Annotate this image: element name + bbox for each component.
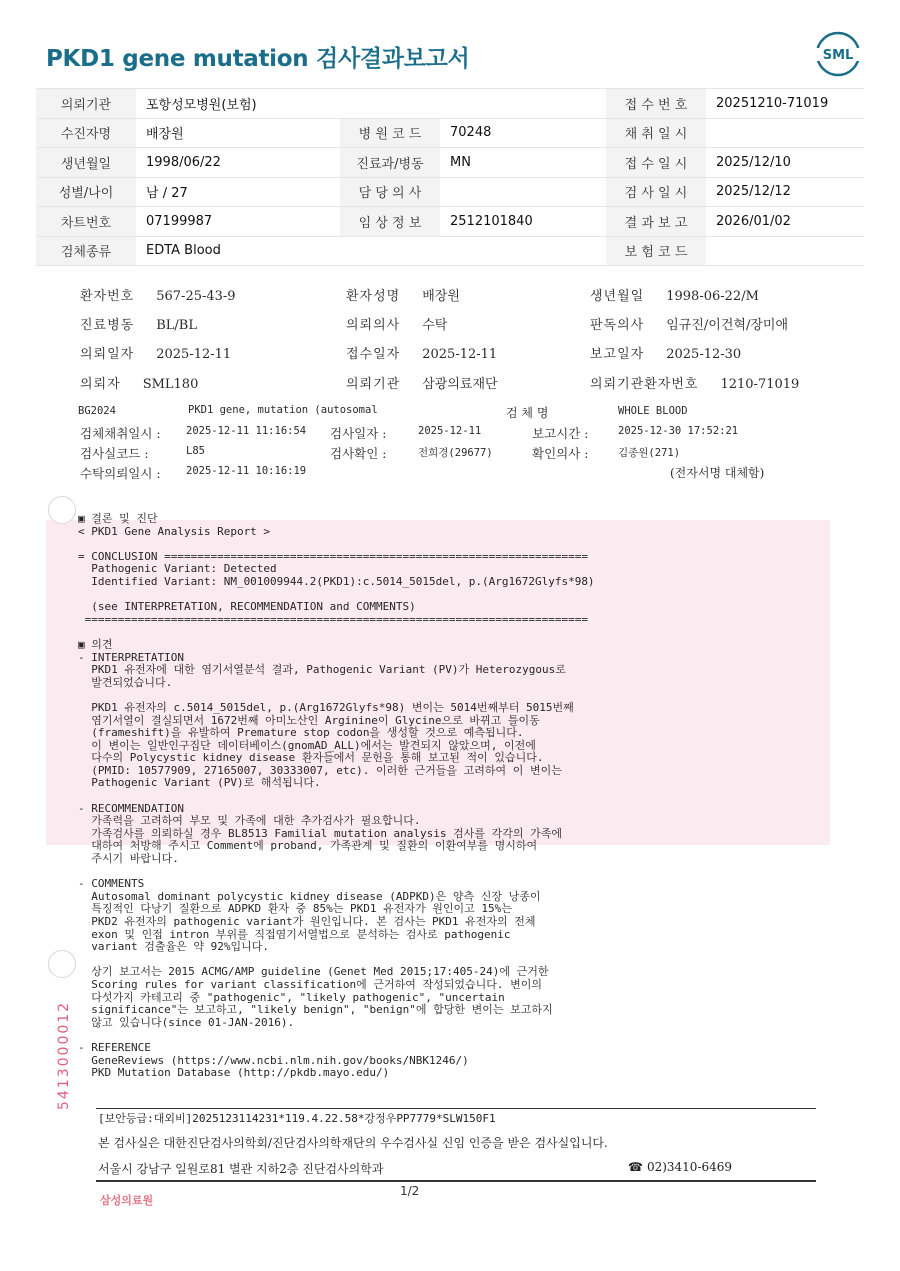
patient-info-value: 2025-12-11 (156, 347, 232, 362)
scanned-report (0, 270, 900, 1230)
report-line: Autosomal dominant polycystic kidney disease (ADPKD)은 양측 신장 낭종이 (78, 889, 541, 903)
field-value: 포항성모병원(보험) (136, 89, 340, 119)
patient-info-label: 의뢰기관환자번호 (590, 377, 699, 392)
test-info-value: 전희경(29677) (418, 447, 493, 459)
report-line: Pathogenic Variant: Detected (78, 562, 277, 576)
request-info-row (36, 118, 864, 148)
test-info-label: 검사실코드 : (80, 446, 149, 461)
field-value: 2025/12/12 (706, 177, 864, 207)
report-line: GeneReviews (https://www.ncbi.nlm.nih.gov/books/NBK1246/) (78, 1053, 469, 1067)
patient-info-field (346, 343, 497, 362)
test-info-label: 수탁의뢰일시 : (80, 466, 161, 481)
report-line: - COMMENTS (78, 877, 145, 891)
report-line: ▣ 결론 및 진단 (78, 512, 158, 525)
field-label: 결 과 보 고 (606, 207, 706, 237)
test-info-label: 검사확인 : (330, 446, 387, 461)
patient-info-value: 배장원 (422, 289, 460, 304)
patient-info-field (590, 285, 759, 304)
report-line: - RECOMMENDATION (78, 801, 184, 815)
field-label: 진료과/병동 (340, 148, 440, 178)
test-info-value: 2025-12-11 10:16:19 (186, 465, 307, 477)
patient-info-label: 의뢰자 (80, 377, 121, 392)
phone-number: 02)3410-6469 (646, 1160, 733, 1174)
page-number: 1/2 (400, 1184, 420, 1198)
field-value (440, 177, 606, 207)
report-line (78, 538, 818, 551)
report-line: < PKD1 Gene Analysis Report > (78, 524, 271, 538)
report-line: 다수의 Polycystic kidney disease 환자들에서 문헌을 통해 보고된 적이 있습니다. (78, 751, 544, 765)
report-line: - INTERPRETATION (78, 650, 184, 664)
test-info-value: 2025-12-11 (418, 425, 482, 437)
report-line: PKD2 유전자의 pathogenic variant가 원인입니다. 본 검사는 PKD1 유전자의 전체 (78, 915, 536, 928)
report-line: ▣ 의견 (78, 637, 113, 651)
field-label: 수진자명 (36, 118, 136, 148)
field-label (340, 89, 440, 119)
patient-info-field (590, 373, 799, 392)
field-value: 07199987 (136, 207, 340, 237)
report-line: variant 검출율은 약 92%입니다. (78, 940, 269, 954)
patient-info-field (80, 314, 197, 333)
patient-info-label: 의뢰의사 (346, 318, 401, 333)
report-line: 주시기 바랍니다. (78, 852, 179, 866)
field-value: 배장원 (136, 118, 340, 148)
report-line: 대하여 처방해 주시고 Comment에 proband, 가족관계 및 질환의 이환여부를 명시하여 (78, 839, 538, 853)
signature-note: (전자서명 대체함) (670, 466, 765, 480)
field-value (706, 236, 864, 266)
report-line: = CONCLUSION ================================================================ (78, 549, 588, 563)
report-line: PKD Mutation Database (http://pkdb.mayo.edu/) (78, 1066, 390, 1080)
test-info-label: 보고시간 : (532, 426, 589, 441)
request-info-row (36, 207, 864, 237)
field-label: 접 수 일 시 (606, 148, 706, 178)
test-info-value: 2025-12-30 17:52:21 (618, 425, 739, 437)
field-label: 병 원 코 드 (340, 118, 440, 148)
security-line: [보안등급:대외비]2025123114231*119.4.22.58*강정우PP7779*SLW150F1 (98, 1112, 496, 1125)
test-info-label: 검체채취일시 : (80, 426, 161, 441)
field-value: EDTA Blood (136, 236, 340, 266)
analysis-report-body (78, 513, 818, 1080)
field-value: 2026/01/02 (706, 207, 864, 237)
test-info-label: 검사일자 : (330, 426, 387, 441)
patient-info-value: 567-25-43-9 (156, 289, 236, 304)
patient-info-label: 보고일자 (590, 347, 645, 362)
punch-hole (48, 496, 76, 524)
field-value: 70248 (440, 118, 606, 148)
patient-info-field (80, 373, 198, 392)
patient-info-label: 의뢰기관 (346, 377, 401, 392)
logo-text: SML (822, 48, 854, 63)
patient-info-value: SML180 (142, 377, 199, 392)
footer-rule-bottom (96, 1180, 816, 1182)
report-line (78, 790, 818, 803)
patient-info-label: 진료병동 (80, 318, 135, 333)
report-line: Pathogenic Variant (PV)로 해석됩니다. (78, 776, 321, 790)
field-value: 1998/06/22 (136, 148, 340, 178)
report-line: (see INTERPRETATION, RECOMMENDATION and COMMENTS) (78, 600, 416, 614)
report-line: 발견되었습니다. (78, 675, 173, 689)
field-value: MN (440, 148, 606, 178)
test-name: PKD1 gene, mutation (autosomal (188, 404, 378, 416)
lab-phone (628, 1160, 732, 1174)
request-info-row (36, 148, 864, 178)
sml-logo (814, 30, 862, 78)
patient-info-label: 접수일자 (346, 347, 401, 362)
request-info-row (36, 89, 864, 119)
field-label: 생년월일 (36, 148, 136, 178)
report-line: 이 변이는 일반인구집단 데이터베이스(gnomAD_ALL)에서는 발견되지 않았으며, 이전에 (78, 738, 536, 752)
side-stamp-number: 5413000012 (56, 1000, 72, 1110)
patient-info-value: 삼광의료재단 (422, 377, 498, 392)
report-line (78, 1029, 818, 1042)
patient-info-field (346, 373, 498, 392)
report-line: Scoring rules for variant classification에 근거하여 작성되었습니다. 변이의 (78, 977, 543, 991)
report-line: 특징적인 다낭기 질환으로 ADPKD 환자 중 85%는 PKD1 유전자가 원인이고 15%는 (78, 902, 512, 916)
report-line: PKD1 유전자의 c.5014_5015del, p.(Arg1672Glyfs*98) 변이는 5014번째부터 5015번째 (78, 700, 574, 714)
footer-brand: 삼성의료원 (100, 1194, 154, 1207)
report-line: exon 및 인접 intron 부위를 직접염기서열법으로 분석하는 검사로 pathogenic (78, 927, 511, 941)
report-line (78, 866, 818, 879)
patient-info-value: 수탁 (422, 318, 448, 333)
field-label (340, 236, 440, 266)
patient-info-field (346, 285, 460, 304)
field-label: 검 사 일 시 (606, 177, 706, 207)
report-line: PKD1 유전자에 대한 염기서열분석 결과, Pathogenic Variant (PV)가 Heterozygous로 (78, 663, 566, 677)
field-label: 접 수 번 호 (606, 89, 706, 119)
report-line: 다섯가지 카테고리 중 "pathogenic", "likely pathogenic", "uncertain (78, 990, 505, 1004)
report-line (78, 626, 818, 639)
report-line: 상기 보고서는 2015 ACMG/AMP guideline (Genet Med 2015;17:405-24)에 근거한 (78, 965, 549, 979)
report-line: 가족력을 고려하여 부모 및 가족에 대한 추가검사가 필요합니다. (78, 814, 421, 828)
telephone-icon: ☎ (628, 1160, 643, 1174)
field-label: 담 당 의 사 (340, 177, 440, 207)
request-info-table (36, 88, 864, 266)
patient-info-value: 임규진/이건혁/장미애 (666, 318, 789, 333)
report-line: 염기서열이 결실되면서 1672번째 아미노산인 Arginine이 Glycine으로 바뀌고 틀이동 (78, 713, 540, 727)
field-label: 차트번호 (36, 207, 136, 237)
lab-address: 서울시 강남구 일원로81 별관 지하2층 진단검사의학과 (98, 1162, 384, 1176)
patient-info-field (590, 314, 788, 333)
patient-info-label: 의뢰일자 (80, 347, 135, 362)
field-label: 성별/나이 (36, 177, 136, 207)
request-info-row (36, 177, 864, 207)
patient-info-label: 환자성명 (346, 289, 401, 304)
field-value: 2025/12/10 (706, 148, 864, 178)
report-line: (frameshift)을 유발하여 Premature stop codon을 생성할 것으로 예측됩니다. (78, 726, 524, 740)
test-info-value: 2025-12-11 11:16:54 (186, 425, 307, 437)
patient-info-field (590, 343, 741, 362)
test-info-value: L85 (186, 445, 205, 457)
field-label: 검체종류 (36, 236, 136, 266)
footer-rule-top (96, 1108, 816, 1109)
field-label: 의뢰기관 (36, 89, 136, 119)
report-line: (PMID: 10577909, 27165007, 30333007, etc). 이러한 근거들을 고려하여 이 변이는 (78, 763, 562, 777)
field-value: 20251210-71019 (706, 89, 864, 119)
field-value (440, 236, 606, 266)
report-line: - REFERENCE (78, 1040, 151, 1054)
specimen-value: WHOLE BLOOD (618, 405, 688, 417)
report-title: PKD1 gene mutation 검사결과보고서 (46, 46, 470, 72)
report-line: significance"는 보고하고, "likely benign", "benign"에 합당한 변이는 보고하지 (78, 1003, 553, 1017)
report-line: 가족검사를 의뢰하실 경우 BL8513 Familial mutation analysis 검사를 각각의 가족에 (78, 826, 563, 840)
patient-info-label: 판독의사 (590, 318, 645, 333)
patient-info-field (80, 343, 231, 362)
report-line: ============================================================================ (78, 612, 588, 626)
report-line: 않고 있습니다(since 01-JAN-2016). (78, 1015, 295, 1029)
field-value (706, 118, 864, 148)
punch-hole (48, 950, 76, 978)
field-value: 남 / 27 (136, 177, 340, 207)
patient-info-label: 생년월일 (590, 289, 645, 304)
request-info-row (36, 236, 864, 266)
patient-info-value: 1210-71019 (720, 377, 800, 392)
certification-text: 본 검사실은 대한진단검사의학회/진단검사의학재단의 우수검사실 신임 인증을 받은 검사실입니다. (98, 1136, 608, 1150)
test-info-label: 확인의사 : (532, 446, 589, 461)
test-info-value: 김종원(271) (618, 447, 681, 459)
field-label: 보 험 코 드 (606, 236, 706, 266)
test-code: BG2024 (78, 405, 116, 417)
patient-info-value: BL/BL (156, 318, 197, 333)
field-value: 2512101840 (440, 207, 606, 237)
field-value (440, 89, 606, 119)
patient-info-value: 1998-06-22/M (666, 289, 759, 304)
patient-info-value: 2025-12-11 (422, 347, 498, 362)
field-label: 채 취 일 시 (606, 118, 706, 148)
patient-info-field (346, 314, 447, 333)
report-line: Identified Variant: NM_001009944.2(PKD1):c.5014_5015del, p.(Arg1672Glyfs*98) (78, 574, 595, 588)
field-label: 임 상 정 보 (340, 207, 440, 237)
patient-info-field (80, 285, 236, 304)
specimen-label: 검 체 명 (506, 406, 549, 420)
patient-info-value: 2025-12-30 (666, 347, 742, 362)
patient-info-label: 환자번호 (80, 289, 135, 304)
